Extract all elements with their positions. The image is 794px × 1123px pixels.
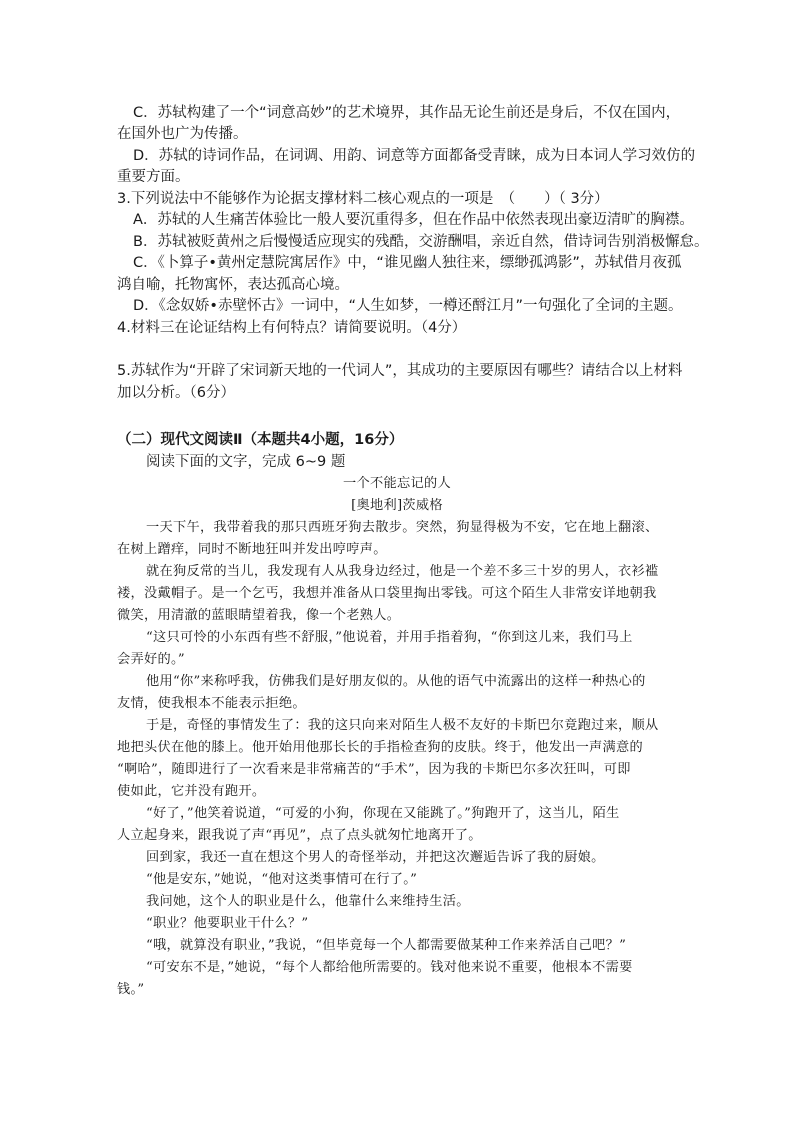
q3-option-d: D．《念奴娇•赤壁怀古》一词中，“人生如梦，一樽还酹江月”一句强化了全词的主题。 — [133, 298, 683, 314]
reading-instruction: 阅读下面的文字，完成 6~9 题 — [146, 454, 346, 470]
story-line: 使如此，它并没有跑开。 — [117, 784, 266, 799]
story-line: 于是，奇怪的事情发生了：我的这只向来对陌生人极不友好的卡斯巴尔竟跑过来，顺从 — [146, 718, 659, 733]
story-line: 就在狗反常的当儿，我发现有人从我身边经过，他是一个差不多三十岁的男人，衣衫褴 — [146, 564, 659, 579]
story-line: “职业？他要职业干什么？” — [146, 916, 309, 931]
story-title: 一个不能忘记的人 — [343, 476, 451, 491]
story-author: [奥地利]茨威格 — [351, 498, 443, 513]
story-line: “啊哈”，随即进行了一次看来是非常痛苦的“手术”，因为我的卡斯巴尔多次狂叫，可即 — [117, 762, 631, 777]
story-line: 地把头伏在他的膝上。他开始用他那长长的手指检查狗的皮肤。终于，他发出一声满意的 — [117, 740, 644, 755]
story-line: 一天下午，我带着我的那只西班牙狗去散步。突然，狗显得极为不安，它在地上翻滚、 — [146, 520, 659, 535]
story-line: 他用“你”来称呼我，仿佛我们是好朋友似的。从他的语气中流露出的这样一种热心的 — [146, 674, 646, 689]
story-line: 友情，使我根本不能表示拒绝。 — [117, 696, 306, 711]
story-line: 在树上蹭痒，同时不断地狂叫并发出哼哼声。 — [117, 542, 387, 557]
q5-stem-line2: 加以分析。（6分） — [117, 385, 235, 401]
q3-option-b: B．苏轼被贬黄州之后慢慢适应现实的残酷，交游酬唱，亲近自然，借诗词告别消极懈怠。 — [133, 234, 709, 250]
q4-stem: 4.材料三在论证结构上有何特点？请简要说明。（4分） — [117, 320, 467, 336]
story-line: 会弄好的。” — [117, 652, 185, 667]
q3-option-c-line2: 鸿自喻，托物寓怀，表达孤高心境。 — [117, 277, 349, 293]
q3-stem: 3.下列说法中不能够作为论据支撑材料二核心观点的一项是 （ ）（ 3分） — [117, 191, 609, 207]
story-line: 人立起身来，跟我说了声“再见”，点了点头就匆忙地离开了。 — [117, 828, 482, 843]
q2-option-d-line1: D．苏轼的诗词作品，在词调、用韵、词意等方面都备受青睐，成为日本词人学习效仿的 — [133, 148, 696, 164]
story-line: 钱。” — [117, 982, 145, 997]
story-line: 回到家，我还一直在想这个男人的奇怪举动，并把这次邂逅告诉了我的厨娘。 — [146, 850, 605, 865]
story-line: 褛，没戴帽子。是一个乞丐，我想并准备从口袋里掏出零钱。可这个陌生人非常安详地朝我 — [117, 586, 657, 601]
story-line: “他是安东，”她说，“他对这类事情可在行了。” — [146, 872, 418, 887]
story-line: “可安东不是，”她说，“每个人都给他所需要的。钱对他来说不重要，他根本不需要 — [146, 960, 633, 975]
section-heading: （二）现代文阅读Ⅱ（本题共4小题，16分） — [117, 432, 404, 448]
q2-option-c-line2: 在国外也广为传播。 — [117, 126, 248, 142]
q2-option-c-line1: C．苏轼构建了一个“词意高妙”的艺术境界，其作品无论生前还是身后，不仅在国内， — [133, 105, 681, 121]
story-line: “哦，就算没有职业，”我说，“但毕竟每一个人都需要做某种工作来养活自己吧？” — [146, 938, 627, 953]
q2-option-d-line2: 重要方面。 — [117, 169, 190, 185]
story-line: 我问她，这个人的职业是什么，他靠什么来维持生活。 — [146, 894, 470, 909]
q5-stem-line1: 5.苏轼作为“开辟了宋词新天地的一代词人”，其成功的主要原因有哪些？请结合以上材料 — [117, 363, 683, 379]
story-line: “这只可怜的小东西有些不舒服，”他说着，并用手指着狗，“你到这儿来，我们马上 — [146, 630, 633, 645]
q3-option-c-line1: C．《卜算子•黄州定慧院寓居作》中，“谁见幽人独往来，缥缈孤鸿影”，苏轼借月夜孤 — [133, 255, 682, 271]
q3-option-a: A．苏轼的人生痛苦体验比一般人要沉重得多，但在作品中依然表现出豪迈清旷的胸襟。 — [133, 212, 694, 228]
story-line: 微笑，用清澈的蓝眼睛望着我，像一个老熟人。 — [117, 608, 401, 623]
story-line: “好了，”他笑着说道，“可爱的小狗，你现在又能跳了。”狗跑开了，这当儿，陌生 — [146, 806, 620, 821]
